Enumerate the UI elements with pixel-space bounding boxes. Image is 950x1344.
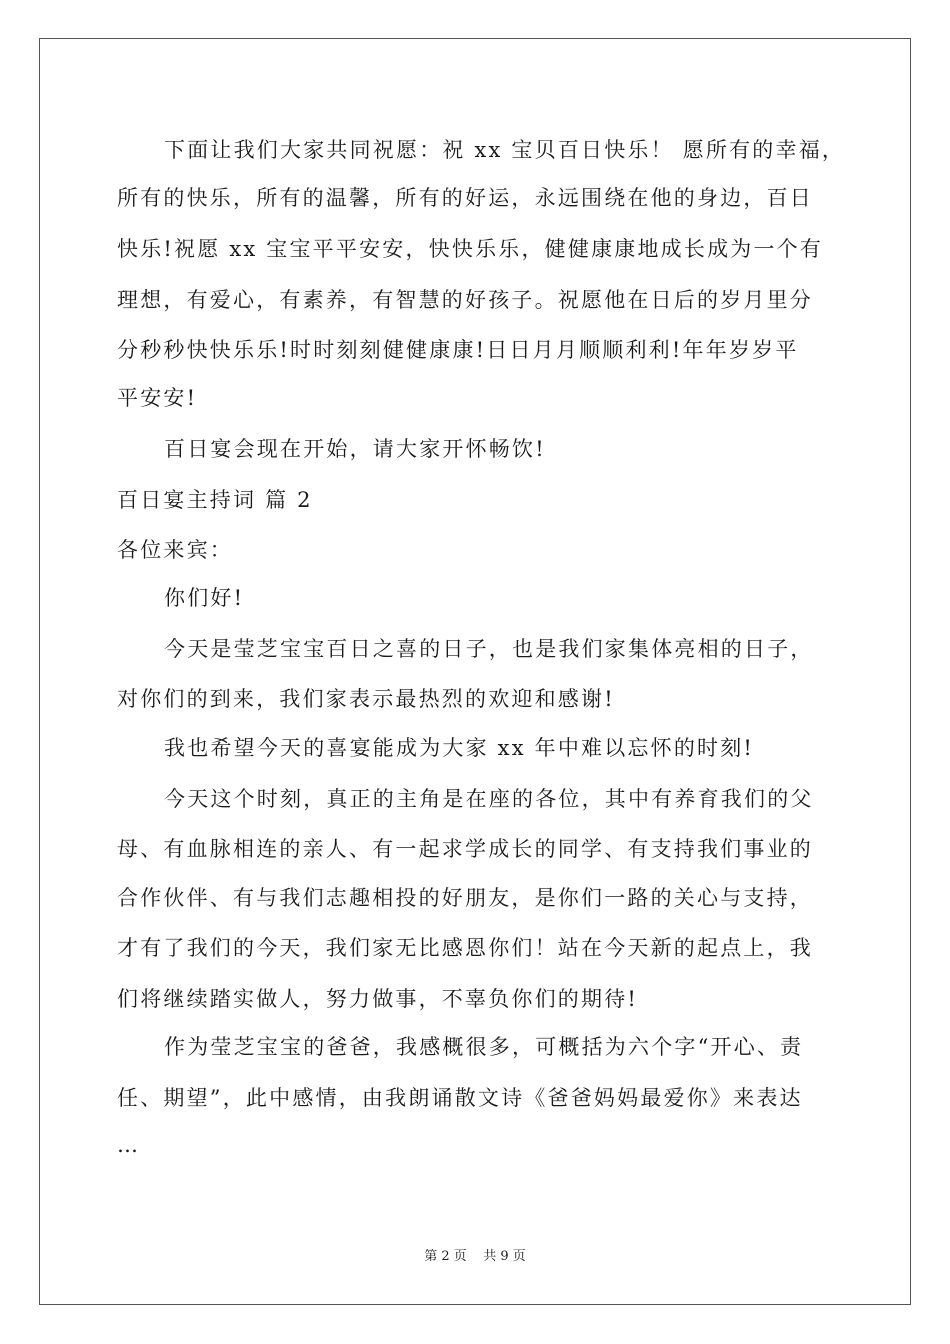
paragraph-line: 理想，有爱心，有素养，有智慧的好孩子。祝愿他在日后的岁月里分	[117, 288, 813, 312]
paragraph-line: 今天是莹芝宝宝百日之喜的日子，也是我们家集体亮相的日子，	[164, 637, 814, 661]
paragraph-line: 分秒秒快快乐乐!时时刻刻健健康康!日日月月顺顺利利!年年岁岁平	[117, 338, 799, 362]
paragraph-line: 合作伙伴、有与我们志趣相投的好朋友，是你们一路的关心与支持，	[117, 886, 813, 910]
ellipsis-line: …	[117, 1133, 141, 1157]
paragraph-line: 任、期望”，此中感情，由我朗诵散文诗《爸爸妈妈最爱你》来表达	[117, 1086, 803, 1110]
paragraph-line: 下面让我们大家共同祝愿：祝 xx 宝贝百日快乐！ 愿所有的幸福，	[164, 138, 846, 162]
paragraph-line: 今天这个时刻，真正的主角是在座的各位，其中有养育我们的父	[164, 787, 814, 811]
section-heading: 百日宴主持词 篇 2	[117, 488, 313, 512]
page-number-footer: 第 2 页 共 9 页	[424, 1249, 526, 1264]
paragraph-line: 母、有血脉相连的亲人、有一起求学成长的同学、有支持我们事业的	[117, 837, 813, 861]
paragraph-line: 我也希望今天的喜宴能成为大家 xx 年中难以忘怀的时刻!	[164, 736, 755, 760]
paragraph-line: 所有的快乐，所有的温馨，所有的好运，永远围绕在他的身边，百日	[117, 186, 813, 210]
paragraph-line: 平安安!	[117, 386, 198, 410]
paragraph-line: 们将继续踏实做人，努力做事，不辜负你们的期待!	[117, 987, 639, 1011]
salutation: 各位来宾：	[117, 538, 233, 562]
paragraph-line: 对你们的到来，我们家表示最热烈的欢迎和感谢!	[117, 687, 615, 711]
paragraph-line: 百日宴会现在开始，请大家开怀畅饮!	[164, 437, 546, 461]
paragraph-line: 快乐!祝愿 xx 宝宝平平安安，快快乐乐，健健康康地成长成为一个有	[117, 237, 824, 261]
paragraph-line: 作为莹芝宝宝的爸爸，我感概很多，可概括为六个字“开心、责	[164, 1035, 804, 1059]
paragraph-line: 才有了我们的今天，我们家无比感恩你们！站在今天新的起点上，我	[117, 936, 813, 960]
greeting: 你们好!	[164, 586, 245, 610]
page-border	[39, 38, 911, 1305]
